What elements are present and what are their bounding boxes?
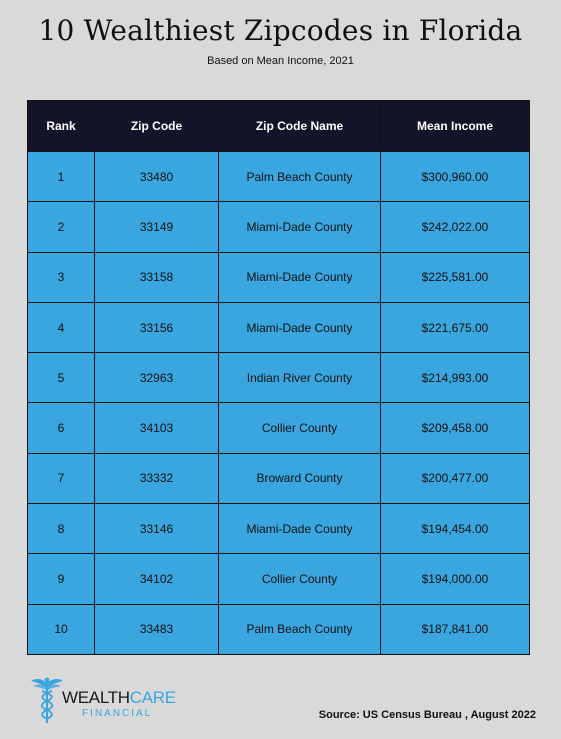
logo-subtext: FINANCIAL bbox=[82, 708, 153, 719]
mean-income-cell: $187,841.00 bbox=[381, 604, 530, 654]
rank-cell: 4 bbox=[28, 302, 95, 352]
zip-name-cell: Indian River County bbox=[219, 353, 381, 403]
rank-cell: 6 bbox=[28, 403, 95, 453]
zipcode-table bbox=[27, 100, 530, 655]
table-row bbox=[28, 252, 530, 302]
zip-name-cell: Collier County bbox=[219, 554, 381, 604]
mean-income-cell: $214,993.00 bbox=[381, 353, 530, 403]
mean-income-cell: $221,675.00 bbox=[381, 302, 530, 352]
table-row bbox=[28, 554, 530, 604]
zip-code-cell: 33156 bbox=[95, 302, 219, 352]
zip-code-cell: 34103 bbox=[95, 403, 219, 453]
zip-name-cell: Palm Beach County bbox=[219, 152, 381, 202]
table-row bbox=[28, 453, 530, 503]
table-row bbox=[28, 353, 530, 403]
page-title: 10 Wealthiest Zipcodes in Florida bbox=[38, 14, 523, 47]
zip-name-cell: Miami-Dade County bbox=[219, 504, 381, 554]
rank-cell: 5 bbox=[28, 353, 95, 403]
table-row bbox=[28, 403, 530, 453]
zip-code-cell: 33332 bbox=[95, 453, 219, 503]
rank-cell: 9 bbox=[28, 554, 95, 604]
table-row bbox=[28, 604, 530, 654]
rank-cell: 3 bbox=[28, 252, 95, 302]
zip-code-cell: 33149 bbox=[95, 202, 219, 252]
table-header-row bbox=[28, 101, 530, 152]
caduceus-icon bbox=[30, 674, 64, 724]
zip-name-cell: Broward County bbox=[219, 453, 381, 503]
zip-code-cell: 33146 bbox=[95, 504, 219, 554]
wealthcare-logo bbox=[30, 674, 180, 724]
mean-income-cell: $209,458.00 bbox=[381, 403, 530, 453]
column-header-rank: Rank bbox=[28, 101, 95, 152]
zip-name-cell: Miami-Dade County bbox=[219, 252, 381, 302]
mean-income-cell: $242,022.00 bbox=[381, 202, 530, 252]
zip-code-cell: 33480 bbox=[95, 152, 219, 202]
mean-income-cell: $194,000.00 bbox=[381, 554, 530, 604]
mean-income-cell: $225,581.00 bbox=[381, 252, 530, 302]
rank-cell: 10 bbox=[28, 604, 95, 654]
mean-income-cell: $300,960.00 bbox=[381, 152, 530, 202]
column-header-zip-code-name: Zip Code Name bbox=[219, 101, 381, 152]
zip-name-cell: Palm Beach County bbox=[219, 604, 381, 654]
zip-code-cell: 34102 bbox=[95, 554, 219, 604]
zip-name-cell: Miami-Dade County bbox=[219, 302, 381, 352]
zip-name-cell: Collier County bbox=[219, 403, 381, 453]
table-row bbox=[28, 152, 530, 202]
table-row bbox=[28, 504, 530, 554]
rank-cell: 1 bbox=[28, 152, 95, 202]
source-note: Source: US Census Bureau , August 2022 bbox=[318, 709, 536, 721]
mean-income-cell: $194,454.00 bbox=[381, 504, 530, 554]
zip-code-cell: 32963 bbox=[95, 353, 219, 403]
rank-cell: 7 bbox=[28, 453, 95, 503]
logo-wordmark: WEALTHCARE bbox=[62, 688, 176, 707]
rank-cell: 2 bbox=[28, 202, 95, 252]
column-header-zip-code: Zip Code bbox=[95, 101, 219, 152]
zip-name-cell: Miami-Dade County bbox=[219, 202, 381, 252]
column-header-mean-income: Mean Income bbox=[381, 101, 530, 152]
table-row bbox=[28, 302, 530, 352]
zip-code-cell: 33158 bbox=[95, 252, 219, 302]
rank-cell: 8 bbox=[28, 504, 95, 554]
zip-code-cell: 33483 bbox=[95, 604, 219, 654]
table-row bbox=[28, 202, 530, 252]
page-subtitle: Based on Mean Income, 2021 bbox=[207, 55, 354, 67]
mean-income-cell: $200,477.00 bbox=[381, 453, 530, 503]
